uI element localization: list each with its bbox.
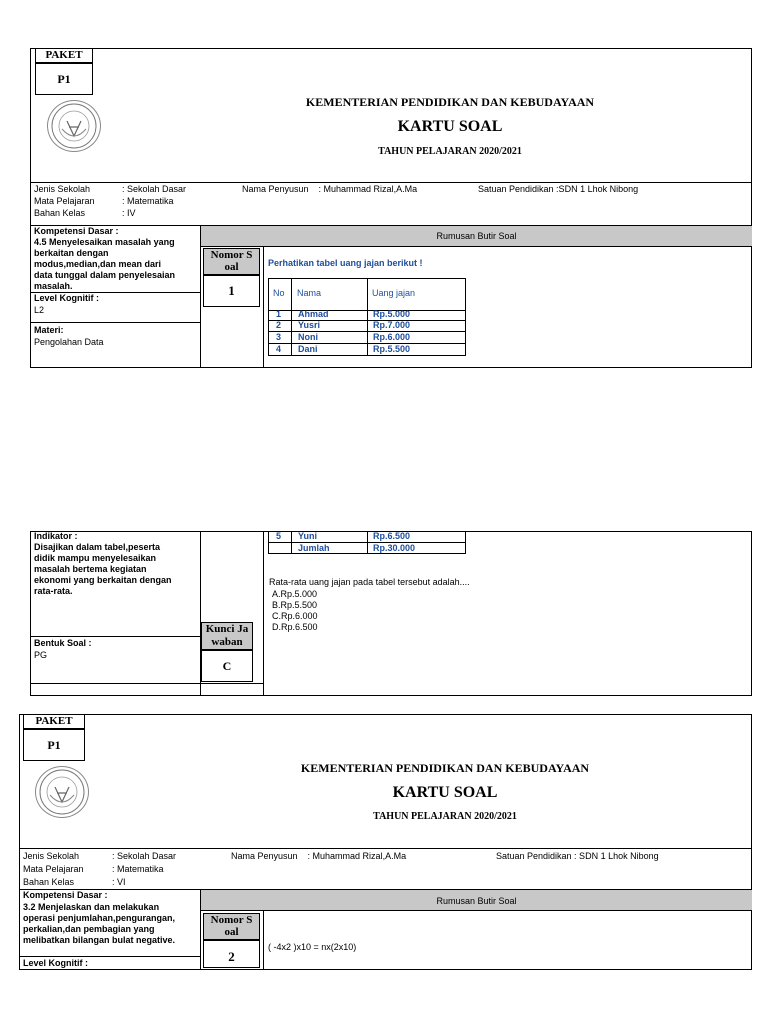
indikator-label: Indikator : <box>34 531 78 541</box>
divider <box>30 182 752 183</box>
divider <box>263 531 264 696</box>
indikator-line: didik mampu menyelesaikan <box>34 553 157 563</box>
answer-option: C.Rp.6.000 <box>272 611 318 621</box>
table-cell: Ahmad <box>298 309 329 319</box>
kompetensi-line: data tunggal dalam penyelesaian <box>34 270 176 280</box>
kompetensi-line: operasi penjumlahan,pengurangan, <box>23 913 176 923</box>
table-cell: Rp.6.500 <box>373 531 411 541</box>
question-intro: Perhatikan tabel uang jajan berikut ! <box>268 258 423 268</box>
table-cell: 4 <box>276 344 282 354</box>
materi-value: Pengolahan Data <box>34 337 104 347</box>
table-header: Nama <box>297 288 322 298</box>
kompetensi-line: perkalian,dan pembagian yang <box>23 924 155 934</box>
table-header: No <box>273 288 285 298</box>
question-text: Rata-rata uang jajan pada tabel tersebut adalah.... <box>269 577 470 587</box>
table-cell: 2 <box>276 320 282 330</box>
nomor-soal-label-line: Nomor S <box>210 914 253 926</box>
kunci-jawaban-label-line: Kunci Ja <box>205 623 249 635</box>
table-cell: 5 <box>276 531 282 541</box>
nama-penyusun: Nama Penyusun : Muhammad Rizal,A.Ma <box>242 184 418 194</box>
bentuk-soal-value: PG <box>34 650 48 660</box>
answer-option: B.Rp.5.500 <box>272 600 318 610</box>
satuan-pendidikan: Satuan Pendidikan : SDN 1 Lhok Nibong <box>496 851 659 861</box>
level-kognitif-label: Level Kognitif : <box>34 293 99 303</box>
question-text: ( -4x2 )x10 = nx(2x10) <box>268 942 357 952</box>
kompetensi-line: 4.5 Menyelesaikan masalah yang <box>34 237 175 247</box>
kunci-jawaban-label-line: waban <box>211 636 243 648</box>
year-title: TAHUN PELAJARAN 2020/2021 <box>378 146 522 157</box>
nama-penyusun: Nama Penyusun : Muhammad Rizal,A.Ma <box>231 851 407 861</box>
table-cell: 3 <box>276 332 282 342</box>
jenis-sekolah-label: Jenis Sekolah <box>34 184 91 194</box>
ministry-title: KEMENTERIAN PENDIDIKAN DAN KEBUDAYAAN <box>300 761 590 775</box>
divider <box>30 636 200 637</box>
table-cell: Noni <box>298 332 318 342</box>
kompetensi-label: Kompetensi Dasar : <box>34 226 119 236</box>
mata-pelajaran-label: Mata Pelajaran <box>34 196 95 206</box>
nomor-soal-label-line: Nomor S <box>210 249 253 261</box>
indikator-line: ekonomi yang berkaitan dengan <box>34 575 172 585</box>
tut-wuri-handayani-logo <box>47 100 101 152</box>
divider <box>19 848 752 849</box>
materi-label: Materi: <box>34 325 64 335</box>
mata-pelajaran-label: Mata Pelajaran <box>23 864 84 874</box>
divider <box>263 911 264 970</box>
divider <box>263 247 264 368</box>
kompetensi-line: modus,median,dan mean dari <box>34 259 162 269</box>
nomor-soal-label <box>203 248 260 275</box>
indikator-line: Disajikan dalam tabel,peserta <box>34 542 161 552</box>
card-title: KARTU SOAL <box>392 784 498 801</box>
nomor-soal-value: 1 <box>203 275 260 307</box>
divider <box>19 956 200 957</box>
jenis-sekolah-label: Jenis Sekolah <box>23 851 80 861</box>
bahan-kelas-value: : IV <box>122 208 136 218</box>
divider <box>30 322 200 323</box>
answer-option: D.Rp.6.500 <box>272 622 318 632</box>
tut-wuri-handayani-logo <box>35 766 89 818</box>
table-cell: Jumlah <box>298 543 330 553</box>
kompetensi-line: berkaitan dengan <box>34 248 109 258</box>
table-cell: Yuni <box>298 531 318 541</box>
divider <box>367 531 368 554</box>
table-cell: Rp.6.000 <box>373 332 411 342</box>
kompetensi-label: Kompetensi Dasar : <box>23 890 108 900</box>
divider <box>30 683 264 684</box>
kompetensi-line: 3.2 Menjelaskan dan melakukan <box>23 902 160 912</box>
table-cell: Rp.5.500 <box>373 344 411 354</box>
table-cell: Yusri <box>298 320 321 330</box>
satuan-pendidikan: Satuan Pendidikan :SDN 1 Lhok Nibong <box>478 184 639 194</box>
table-cell: Rp.5.000 <box>373 309 411 319</box>
paket-label: PAKET <box>23 714 85 729</box>
jenis-sekolah-value: : Sekolah Dasar <box>122 184 187 194</box>
bahan-kelas-label: Bahan Kelas <box>34 208 86 218</box>
table-header: Uang jajan <box>372 288 416 298</box>
divider <box>367 278 368 356</box>
card-title: KARTU SOAL <box>397 118 503 135</box>
level-kognitif-label: Level Kognitif : <box>23 958 88 968</box>
table-cell: Rp.7.000 <box>373 320 411 330</box>
rumusan-header: Rumusan Butir Soal <box>436 896 517 906</box>
bentuk-soal-label: Bentuk Soal : <box>34 638 92 648</box>
nomor-soal-label <box>203 913 260 940</box>
divider <box>291 278 292 356</box>
year-title: TAHUN PELAJARAN 2020/2021 <box>373 811 517 822</box>
paket-value: P1 <box>35 63 93 95</box>
table-cell: Dani <box>298 344 318 354</box>
indikator-line: masalah bertema kegiatan <box>34 564 147 574</box>
bahan-kelas-label: Bahan Kelas <box>23 877 75 887</box>
paket-label: PAKET <box>35 48 93 63</box>
rumusan-header: Rumusan Butir Soal <box>436 231 517 241</box>
kompetensi-line: melibatkan bilangan bulat negative. <box>23 935 176 945</box>
mata-pelajaran-value: : Matematika <box>112 864 164 874</box>
divider <box>291 531 292 554</box>
table-cell: Rp.30.000 <box>373 543 416 553</box>
table-cell: 1 <box>276 309 282 319</box>
kunci-jawaban-label <box>201 622 253 650</box>
answer-option: A.Rp.5.000 <box>272 589 318 599</box>
nomor-soal-value: 2 <box>203 940 260 968</box>
nomor-soal-label-line: oal <box>224 926 239 938</box>
jenis-sekolah-value: : Sekolah Dasar <box>112 851 177 861</box>
indikator-line: rata-rata. <box>34 586 73 596</box>
paket-value: P1 <box>23 729 85 761</box>
kompetensi-line: masalah. <box>34 281 73 291</box>
kunci-jawaban-value: C <box>201 650 253 682</box>
mata-pelajaran-value: : Matematika <box>122 196 174 206</box>
level-kognitif-value: L2 <box>34 305 45 315</box>
ministry-title: KEMENTERIAN PENDIDIKAN DAN KEBUDAYAAN <box>305 95 595 109</box>
nomor-soal-label-line: oal <box>224 261 239 273</box>
bahan-kelas-value: : VI <box>112 877 126 887</box>
